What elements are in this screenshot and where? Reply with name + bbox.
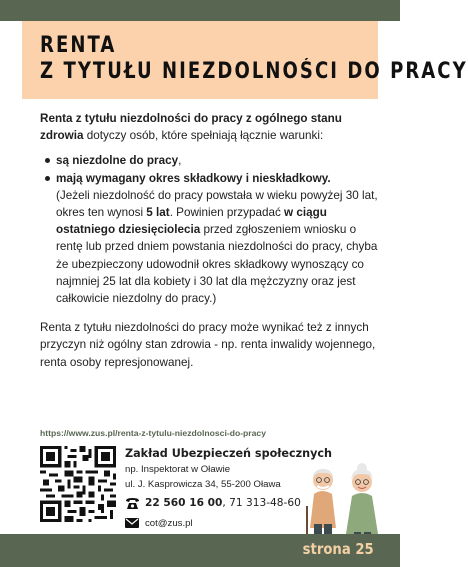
condition-1-tail: ,: [178, 154, 182, 168]
qr-code-icon: [40, 446, 116, 522]
note-part-d: w ciągu ostatniego dziesięciolecia: [56, 206, 327, 237]
elderly-couple-illustration: [300, 450, 400, 540]
phone-main: 22 560 16 00: [145, 496, 223, 509]
note-part-e: przed zgłoszeniem wniosku o rentę lub przed dniem powstania niezdolności do pracy, chyba że ubezpieczony udowodnił okres składkowy wynoszący co najmniej 25 lat dla kobiety i 30 lat dla mężczyzny oraz jest całkowicie niezdolny do pracy.): [56, 223, 378, 306]
title-line-2: Z TYTUŁU NIEZDOLNOŚCI DO PRACY: [40, 59, 468, 84]
phone-numbers[interactable]: [145, 496, 301, 511]
intro-paragraph: [40, 110, 385, 144]
title-line-1: RENTA: [40, 33, 117, 58]
phone-icon: [125, 497, 145, 510]
note-part-b: 5 lat: [146, 206, 170, 220]
main-content: [40, 110, 385, 371]
note-part-a: (Jeżeli niezdolność do pracy powstała w wieku powyżej 30 lat, okres ten wynosi: [56, 188, 378, 220]
page-number: strona 25: [302, 540, 374, 558]
condition-item-2: [56, 170, 385, 187]
condition-note: [56, 187, 385, 307]
phone-other: , 71 313-48-60: [222, 496, 301, 509]
branch: np. Inspektorat w Oławie: [125, 464, 231, 475]
condition-item-1: [56, 152, 385, 169]
condition-2-bold: mają wymagany okres składkowy i nieskładkowy.: [56, 171, 331, 185]
title-banner: [22, 21, 468, 99]
zus-link[interactable]: https://www.zus.pl/renta-z-tytulu-niezdolnosci-do-pracy: [40, 428, 266, 438]
intro-bold: Renta z tytułu niezdolności do pracy z ogólnego stanu zdrowia: [40, 112, 342, 143]
top-bar: [0, 0, 400, 21]
condition-1-bold: są niezdolne do pracy: [56, 154, 179, 168]
envelope-icon: [125, 518, 145, 528]
address: ul. J. Kasprowicza 34, 55-200 Oława: [125, 479, 281, 490]
intro-text: dotyczy osób, które spełniają łącznie warunki:: [86, 129, 324, 143]
note-part-c: . Powinien przypadać: [169, 206, 285, 220]
conditions-list: [40, 152, 385, 307]
second-paragraph: Renta z tytułu niezdolności do pracy może wynikać też z innych przyczyn niż ogólny stan zdrowia - np. renta inwalidy wojennego, renta osoby represjonowanej.: [40, 321, 376, 369]
email[interactable]: cot@zus.pl: [145, 517, 193, 529]
org-name: Zakład Ubezpieczeń społecznych: [125, 447, 333, 460]
